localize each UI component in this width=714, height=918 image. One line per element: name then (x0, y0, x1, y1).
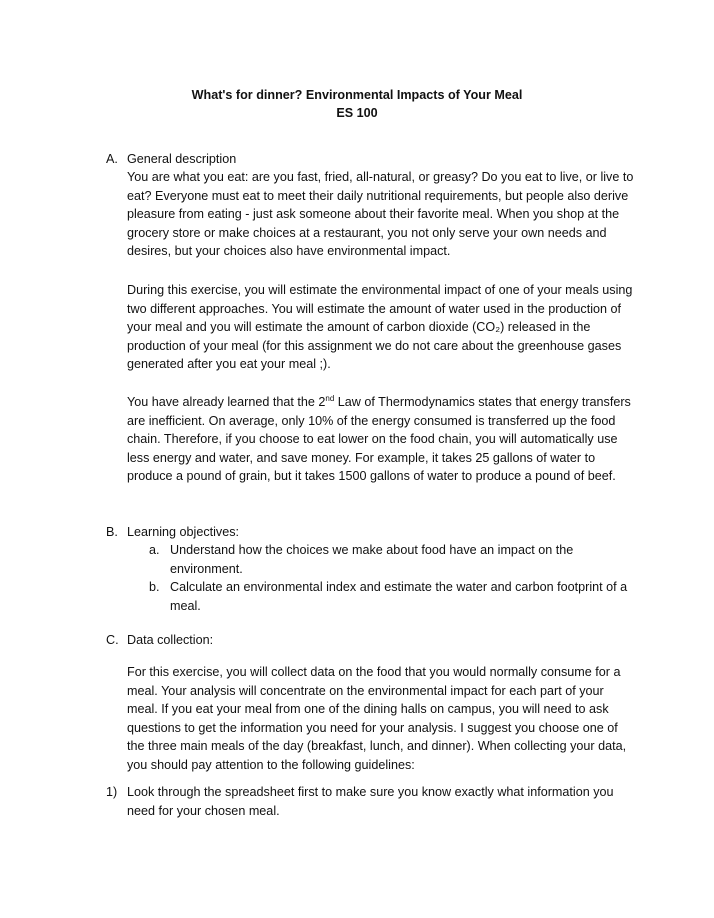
guideline-1-marker: 1) (106, 785, 118, 799)
ordinal-superscript: nd (325, 393, 335, 403)
section-c-marker: C. (106, 633, 119, 647)
paragraph-3-rest: Law of Thermodynamics states that energy transfers are inefficient. On average, only 10% of the energy consumed is transferred up the food chain. Therefore, if you choose to eat lower on the food chain, you will automatically use less energy and water, and save money. For example, it takes 25 gallons of water to produce a pound of grain, but it takes 1500 gallons of water to produce a pound of beef. (127, 395, 631, 484)
paragraph-3-start: You have already learned that the 2 (127, 395, 326, 409)
section-c-heading: Data collection: (127, 633, 214, 647)
section-a-paragraph-3 (127, 393, 637, 486)
section-c-paragraph: For this exercise, you will collect data on the food that you would normally consume for a meal. Your analysis will concentrate on the environmental impact for each part of your meal. If you eat your meal from one of the dining halls on campus, you will need to ask questions to get the information you need for your analysis. I suggest you choose one of the three main meals of the day (breakfast, lunch, and dinner). When collecting your data, you should pay attention to the following guidelines: (127, 665, 627, 772)
course-code: ES 100 (336, 106, 378, 120)
objective-b-text: Calculate an environmental index and estimate the water and carbon footprint of a meal. (170, 580, 628, 613)
objective-a-marker: a. (149, 543, 160, 557)
section-a-marker: A. (106, 152, 118, 166)
guideline-1-text: Look through the spreadsheet first to make sure you know exactly what information you need for your chosen meal. (127, 785, 614, 818)
section-a-paragraph-1: You are what you eat: are you fast, fried, all-natural, or greasy? Do you eat to live, or live to eat? Everyone must eat to meet their daily nutritional requirements, but people also derive pleasure from eating - just ask someone about their favorite meal. When you shop at the grocery store or make choices at a restaurant, you not only serve your own needs and desires, but your choices also have environmental impact. (127, 170, 634, 259)
document-title: What's for dinner? Environmental Impacts of Your Meal (191, 88, 523, 102)
objective-a-text: Understand how the choices we make about food have an impact on the environment. (170, 543, 574, 576)
section-b-marker: B. (106, 525, 118, 539)
section-a-paragraph-2: During this exercise, you will estimate the environmental impact of one of your meals using two different approaches. You will estimate the amount of water used in the production of your meal and you will estimate the amount of carbon dioxide (CO₂) released in the production of your meal (for this assignment we do not care about the greenhouse gases generated after you eat your meal ;). (127, 283, 633, 372)
objective-b-marker: b. (149, 580, 160, 594)
section-a-heading: General description (127, 152, 237, 166)
section-b-heading: Learning objectives: (127, 525, 240, 539)
